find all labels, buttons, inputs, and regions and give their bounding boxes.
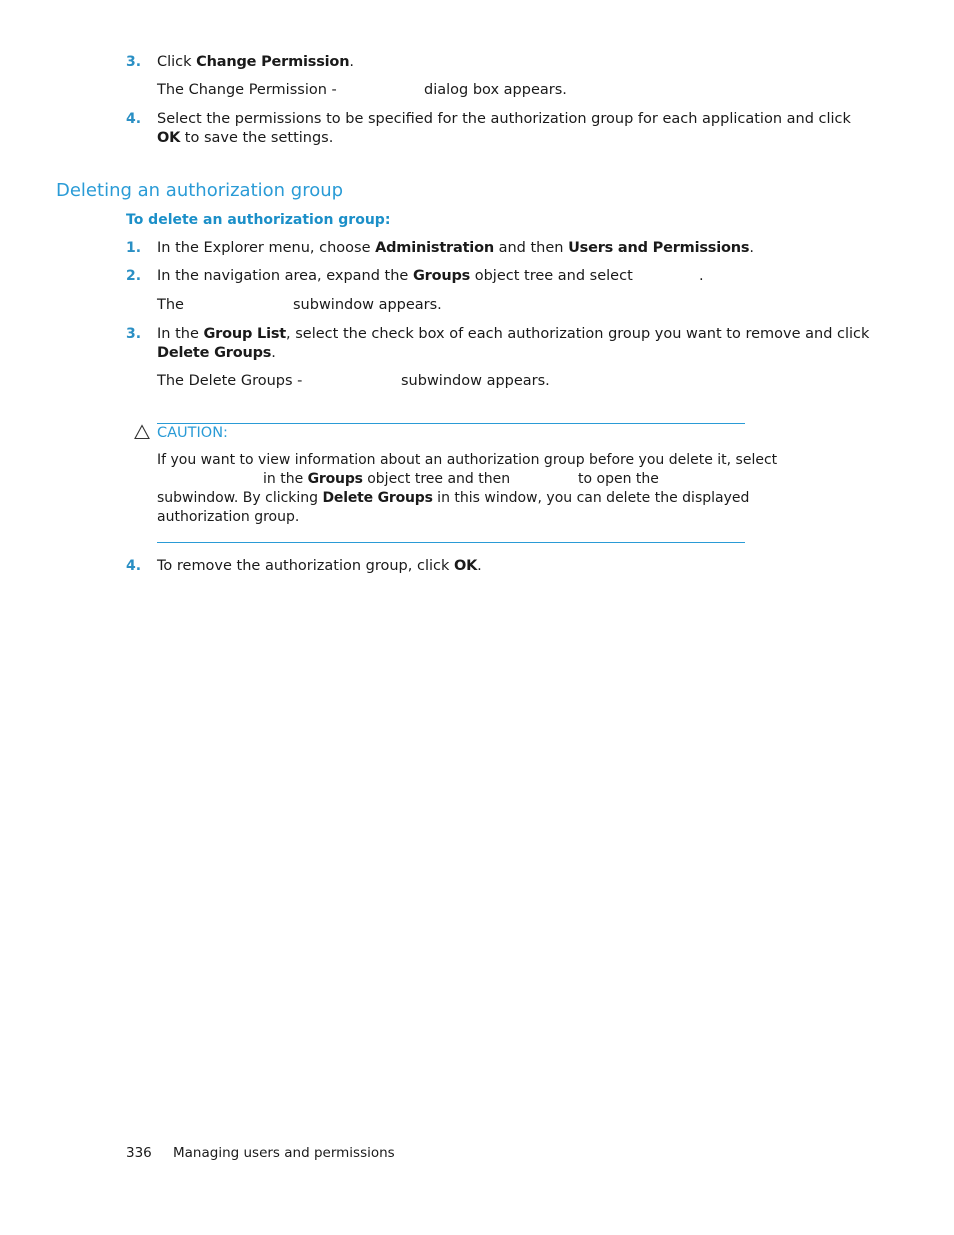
step-text: Click Change Permission. xyxy=(157,54,354,70)
caution-text: If you want to view information about an authorization group before you delete it, select xyxy=(157,452,778,468)
step-number: 3. xyxy=(126,54,142,70)
step-number: 1. xyxy=(126,240,142,256)
step-result-tail: subwindow appears. xyxy=(293,297,442,313)
step-text: In the Explorer menu, choose Administration and then Users and Permissions. xyxy=(157,240,754,256)
step-number: 4. xyxy=(126,558,142,574)
step-result: The Change Permission - xyxy=(157,82,337,98)
step-text-period: . xyxy=(699,268,704,284)
caution-text: authorization group. xyxy=(157,509,300,525)
warning-triangle-icon xyxy=(134,424,150,440)
caution-text: to open the xyxy=(578,471,659,487)
caution-text: in the Groups object tree and then xyxy=(263,471,511,487)
footer-chapter-title: Managing users and permissions xyxy=(173,1145,395,1161)
step-result: The xyxy=(157,297,184,313)
step-text: To remove the authorization group, click OK. xyxy=(157,558,482,574)
step-result-tail: dialog box appears. xyxy=(424,82,567,98)
section-heading: Deleting an authorization group xyxy=(56,180,344,201)
step-number: 3. xyxy=(126,326,142,342)
step-text: In the navigation area, expand the Groups object tree and select xyxy=(157,268,633,284)
caution-top-rule xyxy=(157,423,745,424)
caution-bottom-rule xyxy=(157,542,745,543)
step-number: 4. xyxy=(126,111,142,127)
procedure-title: To delete an authorization group: xyxy=(126,212,391,228)
step-text: Select the permissions to be specified for the authorization group for each application and click xyxy=(157,111,851,127)
step-text-cont: Delete Groups. xyxy=(157,345,276,361)
caution-label: CAUTION: xyxy=(157,425,228,441)
step-text: In the Group List, select the check box of each authorization group you want to remove and click xyxy=(157,326,870,342)
step-result-tail: subwindow appears. xyxy=(401,373,550,389)
step-number: 2. xyxy=(126,268,142,284)
step-text-cont: OK to save the settings. xyxy=(157,130,334,146)
caution-text: subwindow. By clicking Delete Groups in this window, you can delete the displayed xyxy=(157,490,750,506)
step-result: The Delete Groups - xyxy=(157,373,303,389)
page-number: 336 xyxy=(126,1145,152,1161)
